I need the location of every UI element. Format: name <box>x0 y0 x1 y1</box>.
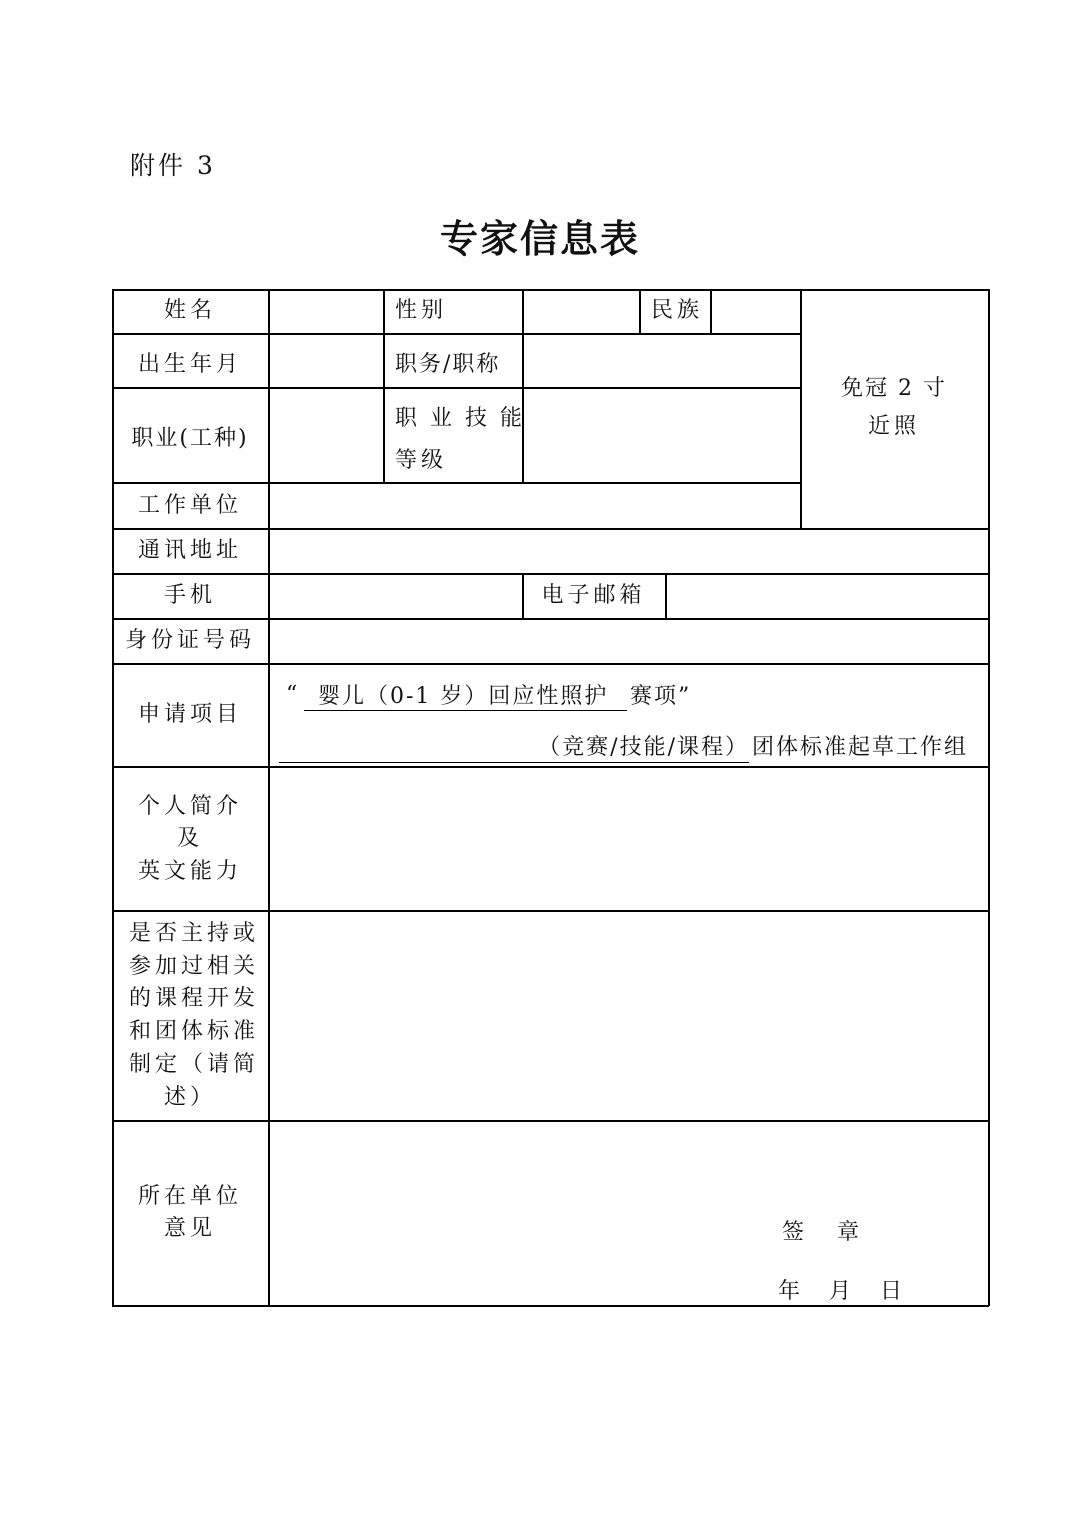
mobile-label: 手机 <box>163 583 216 608</box>
experience-label-line5: 制定（请简 <box>129 1052 260 1077</box>
project-suffix: 赛项” <box>630 684 692 709</box>
job-title-label: 职务/职称 <box>395 352 501 377</box>
project-type: （竞赛/技能/课程） <box>279 737 749 763</box>
seal-label: 签 章 <box>782 1220 865 1245</box>
photo-placeholder-line1: 免冠 2 寸 <box>841 376 947 401</box>
date-month: 月 <box>829 1279 856 1304</box>
gender-label: 性别 <box>395 298 448 323</box>
skill-level-label-line1: 职 业 技 能 <box>395 406 525 431</box>
occupation-label: 职业(工种) <box>131 426 249 451</box>
experience-label-line2: 参加过相关 <box>129 954 260 979</box>
id-number-label: 身份证号码 <box>124 628 255 653</box>
address-label: 通讯地址 <box>137 538 242 563</box>
experience-label-line3: 的课程开发 <box>129 986 260 1011</box>
experience-label-line1: 是否主持或 <box>129 921 260 946</box>
date-day: 日 <box>880 1279 907 1304</box>
project-label: 申请项目 <box>137 702 242 727</box>
date-year: 年 <box>778 1279 805 1304</box>
skill-level-label-line2: 等级 <box>395 448 448 473</box>
project-group: 团体标准起草工作组 <box>752 735 969 760</box>
opinion-label-line1: 所在单位 <box>137 1184 242 1209</box>
attachment-label: 附件 3 <box>130 151 216 180</box>
bio-label-line1: 个人简介 <box>137 794 242 819</box>
page-title: 专家信息表 <box>439 217 640 261</box>
name-label: 姓名 <box>163 298 216 323</box>
bio-label-line2: 及 <box>176 826 203 851</box>
opinion-label-line2: 意见 <box>163 1216 216 1241</box>
workplace-label: 工作单位 <box>137 493 242 518</box>
project-name: 婴儿（0-1 岁）回应性照护 <box>304 686 627 711</box>
experience-label-line4: 和团体标准 <box>129 1019 260 1044</box>
bio-label-line3: 英文能力 <box>137 859 242 884</box>
birth-label: 出生年月 <box>137 352 242 377</box>
experience-label-line6: 述） <box>163 1085 216 1110</box>
email-label: 电子邮箱 <box>541 583 646 608</box>
ethnicity-label: 民族 <box>651 298 704 323</box>
project-open-quote: “ <box>286 682 298 707</box>
photo-placeholder-line2: 近照 <box>867 414 920 439</box>
